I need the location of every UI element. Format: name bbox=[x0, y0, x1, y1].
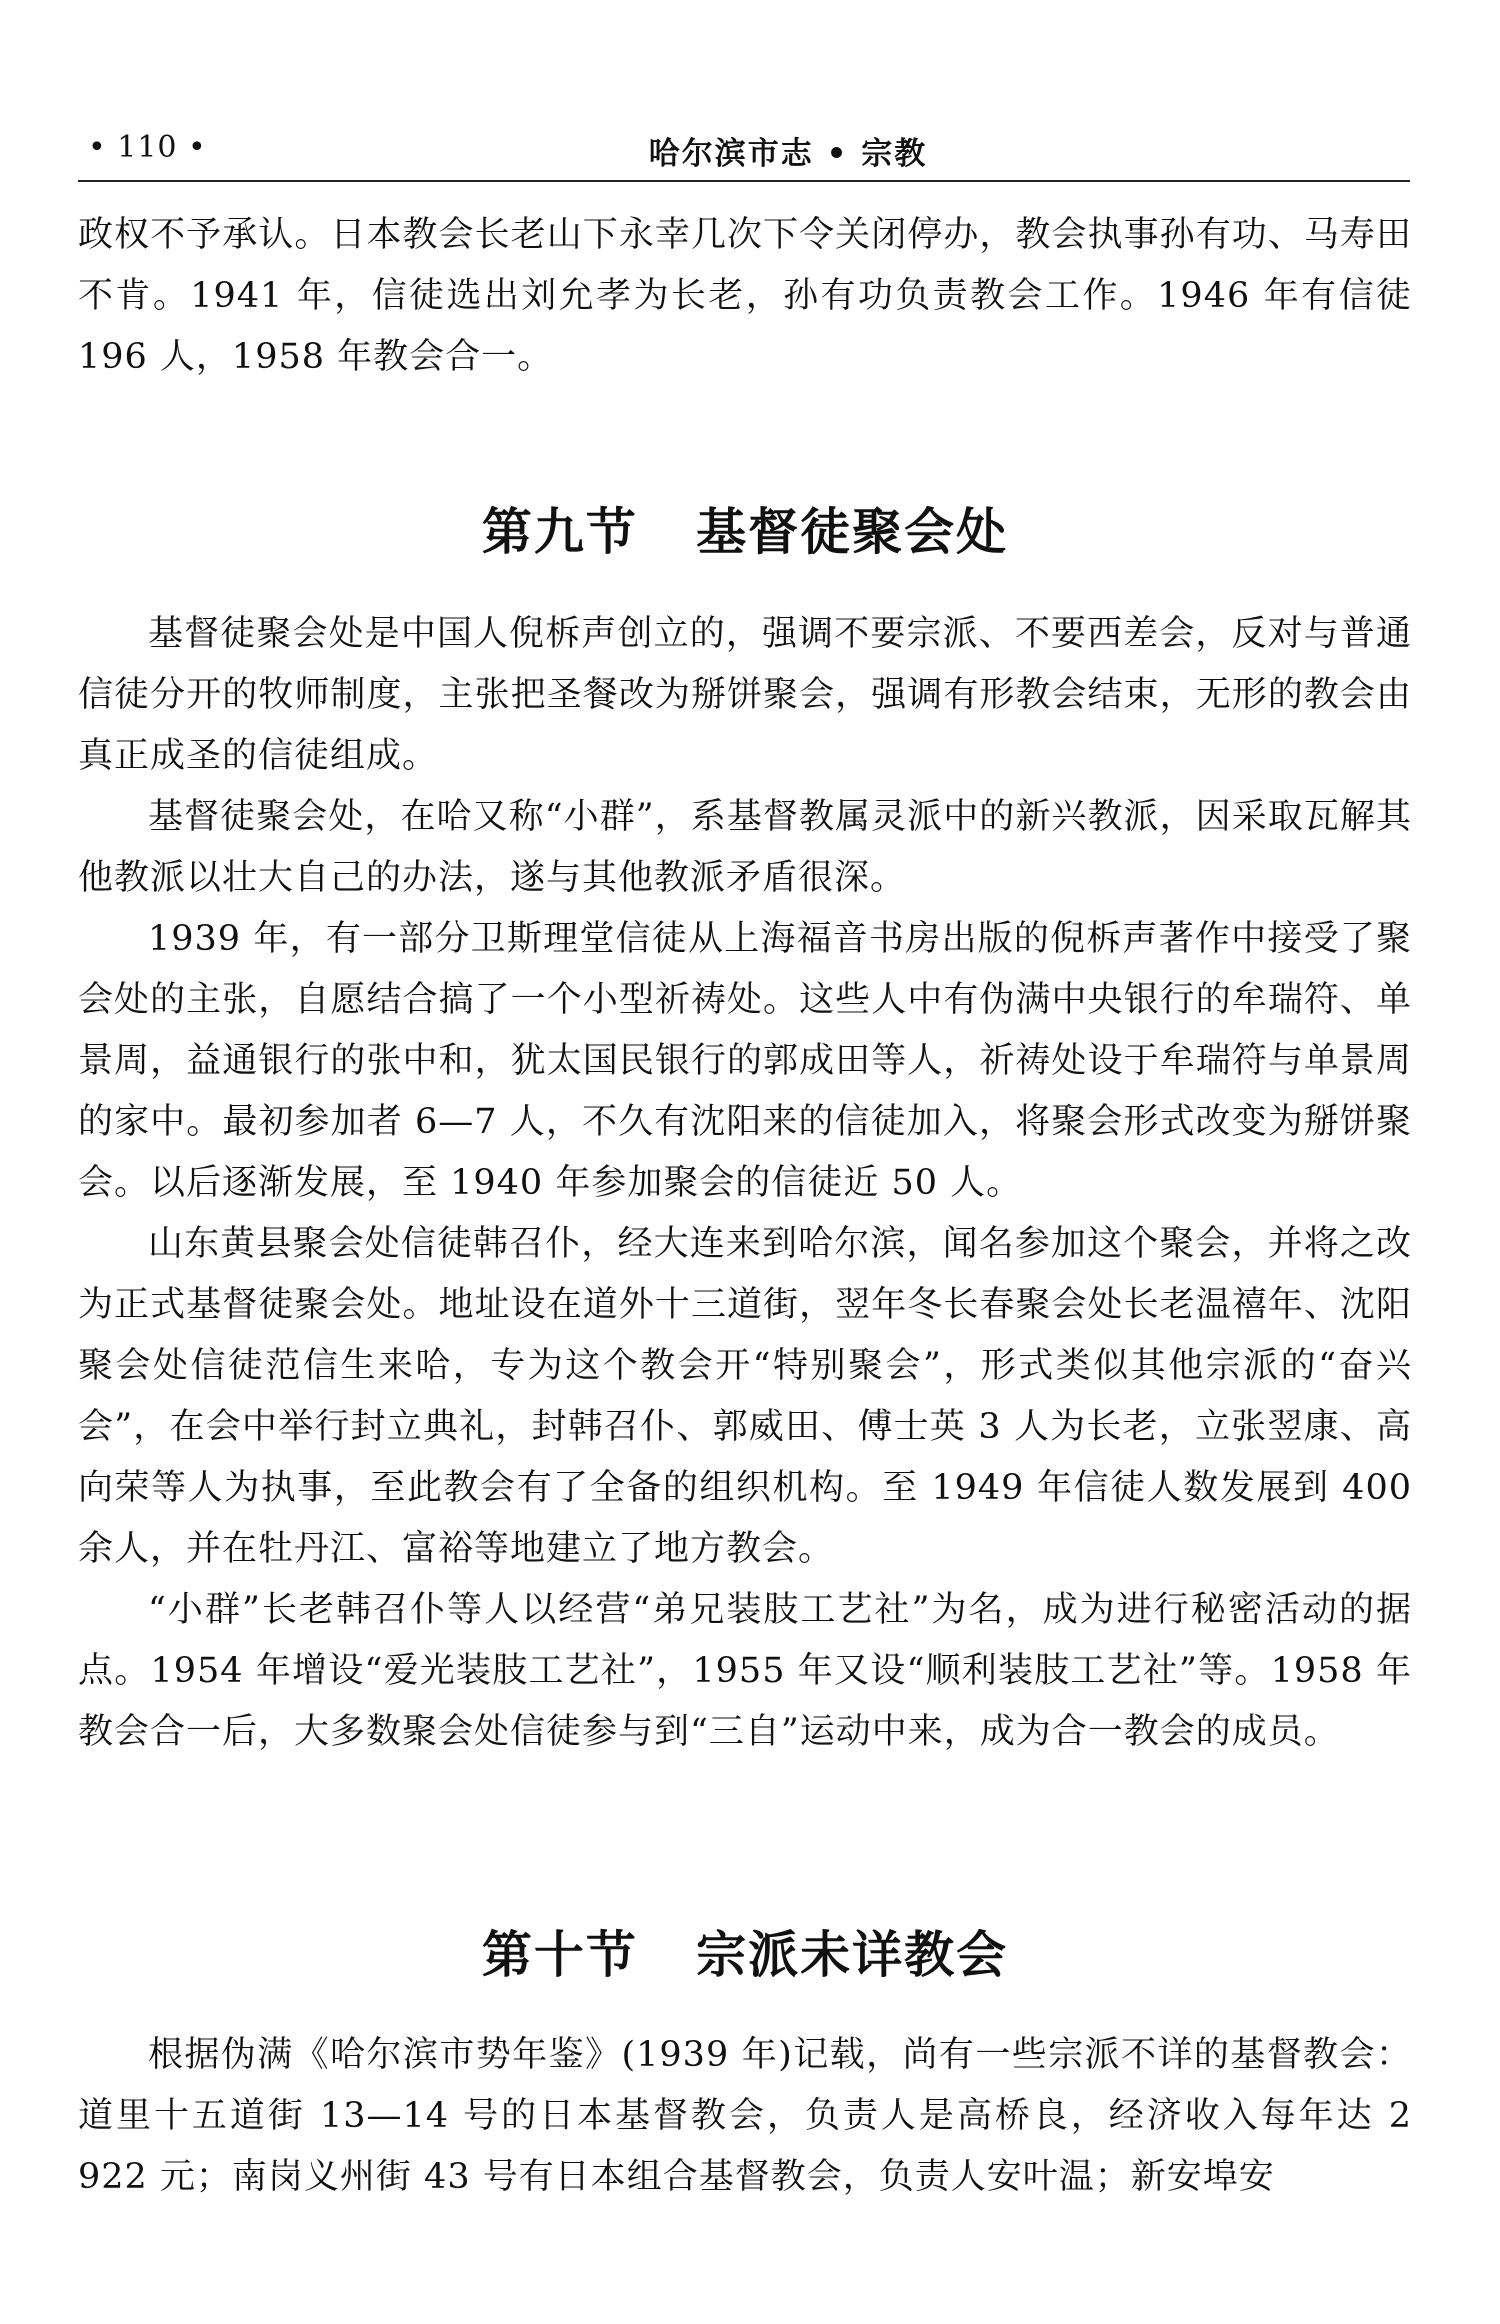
section-10-body bbox=[78, 2025, 1412, 2208]
section-heading-9: 第九节 基督徒聚会处 bbox=[481, 503, 1009, 561]
paragraph: 基督徒聚会处是中国人倪柝声创立的，强调不要宗派、不要西差会，反对与普通信徒分开的牧师制度，主张把圣餐改为掰饼聚会，强调有形教会结束，无形的教会由真正成圣的信徒组成。 bbox=[78, 614, 1412, 776]
paragraph: 基督徒聚会处，在哈又称“小群”，系基督教属灵派中的新兴教派，因采取瓦解其他教派以壮大自己的办法，遂与其他教派矛盾很深。 bbox=[78, 797, 1412, 898]
page-number: • 110 • bbox=[88, 130, 207, 165]
paragraph: 根据伪满《哈尔滨市势年鉴》(1939 年)记载，尚有一些宗派不详的基督教会：道里十五道街 13—14 号的日本基督教会，负责人是高桥良，经济收入每年达 2 922 元；南岗义州街 43 号有日本组合基督教会，负责人安叶温；新安埠安 bbox=[78, 2035, 1412, 2197]
running-title: 哈尔滨市志 • 宗教 bbox=[648, 136, 928, 172]
paragraph: 1939 年，有一部分卫斯理堂信徒从上海福音书房出版的倪柝声著作中接受了聚会处的主张，自愿结合搞了一个小型祈祷处。这些人中有伪满中央银行的牟瑞符、单景周，益通银行的张中和，犹太国民银行的郭成田等人，祈祷处设于牟瑞符与单景周的家中。最初参加者 6—7 人，不久有沈阳来的信徒加入，将聚会形式改变为掰饼聚会。以后逐渐发展，至 1940 年参加聚会的信徒近 50 人。 bbox=[78, 919, 1412, 1203]
running-header bbox=[78, 120, 1408, 180]
continuation-paragraph: 政权不予承认。日本教会长老山下永幸几次下令关闭停办，教会执事孙有功、马寿田不肯。1941 年，信徒选出刘允孝为长老，孙有功负责教会工作。1946 年有信徒 196 人，1958 年教会合一。 bbox=[78, 215, 1412, 377]
continuation-block bbox=[78, 205, 1412, 388]
header-rule bbox=[78, 180, 1410, 182]
paragraph: 山东黄县聚会处信徒韩召仆，经大连来到哈尔滨，闻名参加这个聚会，并将之改为正式基督徒聚会处。地址设在道外十三道街，翌年冬长春聚会处长老温禧年、沈阳聚会处信徒范信生来哈，专为这个教会开“特别聚会”，形式类似其他宗派的“奋兴会”，在会中举行封立典礼，封韩召仆、郭威田、傅士英 3 人为长老，立张翌康、高向荣等人为执事，至此教会有了全备的组织机构。至 1949 年信徒人数发展到 400 余人，并在牡丹江、富裕等地建立了地方教会。 bbox=[78, 1224, 1412, 1569]
paragraph: “小群”长老韩召仆等人以经营“弟兄装肢工艺社”为名，成为进行秘密活动的据点。1954 年增设“爱光装肢工艺社”，1955 年又设“顺利装肢工艺社”等。1958 年教会合一后，大多数聚会处信徒参与到“三自”运动中来，成为合一教会的成员。 bbox=[78, 1590, 1412, 1752]
section-heading-10: 第十节 宗派未详教会 bbox=[481, 1926, 1009, 1984]
section-9-body bbox=[78, 604, 1412, 1763]
